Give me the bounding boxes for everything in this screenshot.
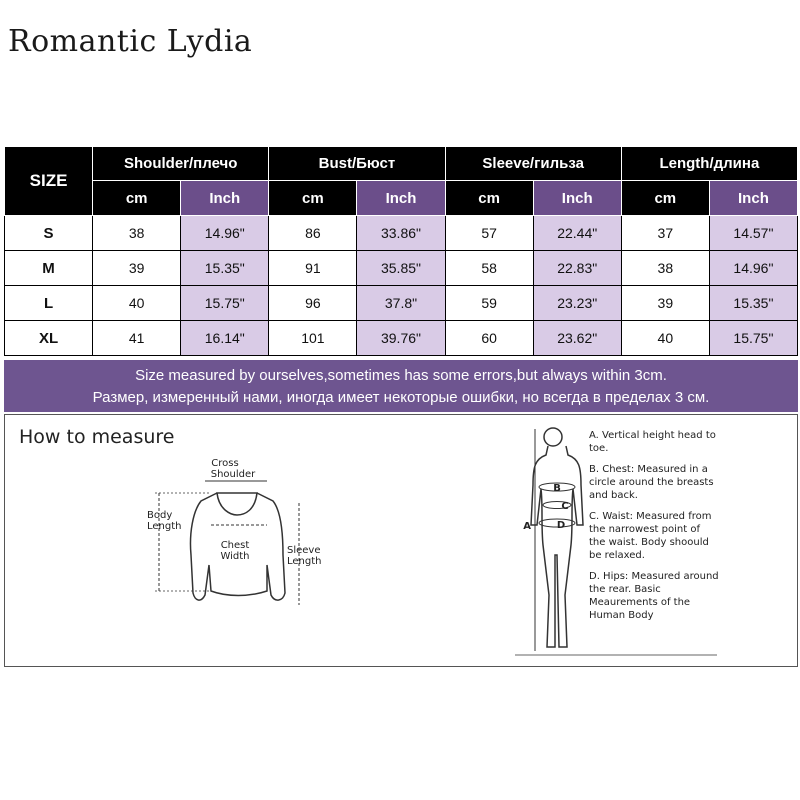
col-shoulder: Shoulder/плечо — [93, 147, 269, 181]
body-length-label-1: Body — [147, 510, 173, 521]
note-line-ru: Размер, измеренный нами, иногда имеет некоторые ошибки, но всегда в пределах 3 см. — [92, 389, 710, 406]
unit-cm: cm — [621, 181, 709, 216]
table-cell: 23.62" — [533, 321, 621, 356]
table-cell: 15.75" — [709, 321, 797, 356]
how-to-measure-panel — [4, 414, 798, 667]
table-cell: 60 — [445, 321, 533, 356]
unit-inch: Inch — [533, 181, 621, 216]
table-cell: 14.57" — [709, 216, 797, 251]
table-cell: 40 — [621, 321, 709, 356]
sleeve-length-label-1: Sleeve — [287, 545, 321, 556]
col-bust: Bust/Бюст — [269, 147, 445, 181]
how-to-measure-title: How to measure — [19, 426, 175, 448]
head-shape — [544, 428, 562, 446]
body-outline — [531, 446, 583, 647]
table-cell: 14.96" — [709, 251, 797, 286]
unit-inch: Inch — [181, 181, 269, 216]
chest-width-label-1: Chest — [220, 540, 250, 551]
table-cell: 38 — [93, 216, 181, 251]
table-cell: 22.44" — [533, 216, 621, 251]
body-notes — [589, 429, 719, 630]
table-cell: 38 — [621, 251, 709, 286]
size-label: L — [5, 286, 93, 321]
chest-width-label-2: Width — [220, 551, 250, 562]
table-cell: 22.83" — [533, 251, 621, 286]
unit-inch: Inch — [709, 181, 797, 216]
body-letter-c: C — [561, 501, 569, 512]
table-cell: 15.35" — [181, 251, 269, 286]
unit-inch: Inch — [357, 181, 445, 216]
note-a: A. Vertical height head to toe. — [589, 430, 716, 454]
table-cell: 96 — [269, 286, 357, 321]
body-letter-d: D — [556, 520, 566, 531]
note-b: B. Chest: Measured in a circle around the breasts and back. — [589, 464, 714, 501]
table-cell: 33.86" — [357, 216, 445, 251]
table-cell: 15.35" — [709, 286, 797, 321]
table-cell: 101 — [269, 321, 357, 356]
unit-cm: cm — [93, 181, 181, 216]
table-cell: 37.8" — [357, 286, 445, 321]
table-row — [5, 321, 798, 356]
cross-shoulder-label-1: Cross — [211, 458, 239, 469]
body-letter-b: B — [553, 483, 561, 494]
table-row — [5, 286, 798, 321]
note-c: C. Waist: Measured from the narrowest point of the waist. Body shoould be relaxed. — [589, 511, 712, 561]
table-cell: 59 — [445, 286, 533, 321]
table-cell: 40 — [93, 286, 181, 321]
measurement-note — [4, 360, 798, 412]
table-cell: 39.76" — [357, 321, 445, 356]
table-cell: 39 — [93, 251, 181, 286]
size-label: M — [5, 251, 93, 286]
unit-cm: cm — [445, 181, 533, 216]
table-cell: 23.23" — [533, 286, 621, 321]
table-cell: 91 — [269, 251, 357, 286]
table-cell: 39 — [621, 286, 709, 321]
note-line-en: Size measured by ourselves,sometimes has some errors,but always within 3cm. — [135, 367, 667, 384]
sleeve-length-label-2: Length — [287, 556, 322, 567]
table-cell: 58 — [445, 251, 533, 286]
table-cell: 14.96" — [181, 216, 269, 251]
body-length-label-2: Length — [147, 521, 182, 532]
unit-cm: cm — [269, 181, 357, 216]
table-cell: 15.75" — [181, 286, 269, 321]
col-length: Length/длина — [621, 147, 797, 181]
table-row — [5, 216, 798, 251]
table-cell: 86 — [269, 216, 357, 251]
col-sleeve: Sleeve/гильза — [445, 147, 621, 181]
size-label: XL — [5, 321, 93, 356]
table-cell: 41 — [93, 321, 181, 356]
body-letter-a: A — [523, 521, 531, 532]
size-header: SIZE — [5, 147, 93, 216]
table-row — [5, 251, 798, 286]
table-cell: 35.85" — [357, 251, 445, 286]
size-label: S — [5, 216, 93, 251]
table-cell: 37 — [621, 216, 709, 251]
note-d: D. Hips: Measured around the rear. Basic Meaurements of the Human Body — [589, 571, 719, 621]
brand-logo: Romantic Lydia — [8, 24, 253, 59]
table-cell: 16.14" — [181, 321, 269, 356]
size-table — [4, 146, 798, 356]
table-cell: 57 — [445, 216, 533, 251]
cross-shoulder-label-2: Shoulder — [210, 469, 256, 480]
